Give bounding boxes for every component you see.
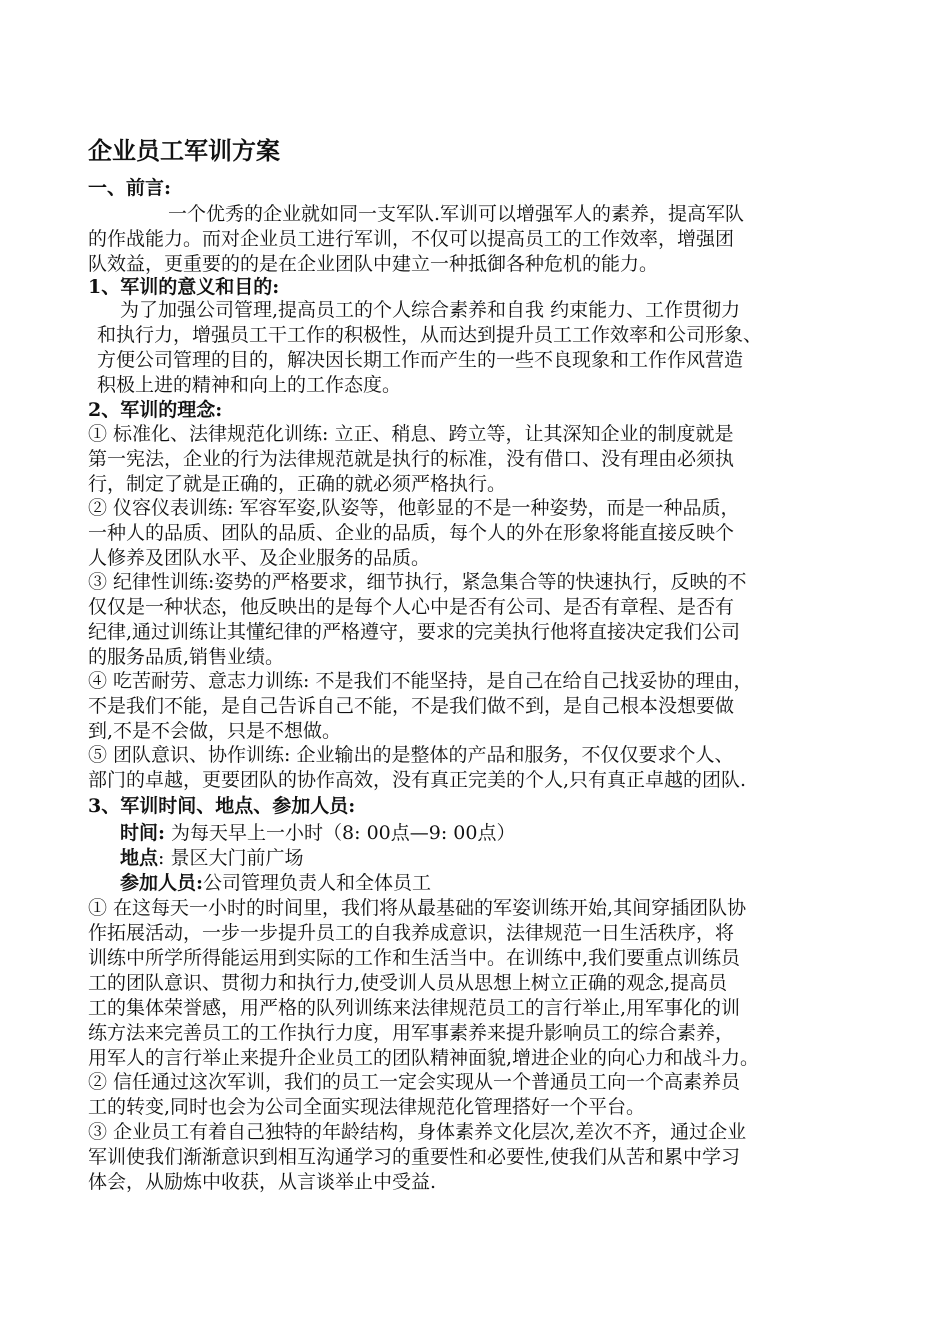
paragraph-line: 不是我们不能，是自己告诉自己不能，不是我们做不到，是自己根本没想要做 — [88, 695, 735, 717]
paragraph-line: ③ 纪律性训练:姿势的严格要求，细节执行，紧急集合等的快速执行，反映的不 — [88, 571, 747, 593]
paragraph-line: 部门的卓越，更要团队的协作高效，没有真正完美的个人,只有真正卓越的团队. — [88, 769, 747, 791]
schedule-place-label: 地点 — [120, 847, 159, 869]
paragraph-line: 人修养及团队水平、及企业服务的品质。 — [88, 547, 431, 569]
document-title: 企业员工军训方案 — [88, 136, 280, 165]
paragraph-line: 一种人的品质、团队的品质、企业的品质，每个人的外在形象将能直接反映个 — [88, 522, 735, 544]
section-heading: 一、前言: — [88, 177, 172, 199]
paragraph-line: ⑤ 团队意识、协作训练: 企业输出的是整体的产品和服务，不仅仅要求个人、 — [88, 744, 734, 766]
paragraph-line: 纪律,通过训练让其懂纪律的严格遵守，要求的完美执行他将直接决定我们公司 — [88, 621, 741, 643]
schedule-time-line — [120, 822, 515, 845]
paragraph-line: 一个优秀的企业就如同一支军队.军训可以增强军人的素养，提高军队 — [168, 203, 745, 225]
paragraph-line: 用军人的言行举止来提升企业员工的团队精神面貌,增进企业的向心力和战斗力。 — [88, 1047, 760, 1069]
paragraph-line: 队效益，更重要的的是在企业团队中建立一种抵御各种危机的能力。 — [88, 253, 659, 275]
paragraph-line: 第一宪法，企业的行为法律规范就是执行的标准，没有借口、没有理由必须执 — [88, 448, 735, 470]
paragraph-line: 工的团队意识、贯彻力和执行力,使受训人员从思想上树立正确的观念,提高员 — [88, 972, 728, 994]
paragraph-line: ① 标准化、法律规范化训练: 立正、稍息、跨立等，让其深知企业的制度就是 — [88, 423, 734, 445]
schedule-people-label: 参加人员: — [120, 872, 204, 894]
paragraph-line: 行，制定了就是正确的，正确的就必须严格执行。 — [88, 473, 507, 495]
paragraph-line: 练方法来完善员工的工作执行力度，用军事素养来提升影响员工的综合素养， — [88, 1022, 735, 1044]
paragraph-line: ② 信任通过这次军训，我们的员工一定会实现从一个普通员工向一个高素养员 — [88, 1071, 741, 1093]
paragraph-line: 作拓展活动，一步一步提升员工的自我养成意识，法律规范一日生活秩序，将 — [88, 922, 735, 944]
section-heading: 3、军训时间、地点、参加人员: — [88, 795, 356, 817]
schedule-time-label: 时间: — [120, 822, 166, 844]
paragraph-line: 仅仅是一种状态，他反映出的是每个人心中是否有公司、是否有章程、是否有 — [88, 596, 735, 618]
paragraph-line: 方便公司管理的目的，解决因长期工作而产生的一些不良现象和工作作风营造 — [97, 349, 744, 371]
paragraph-line: 工的集体荣誉感，用严格的队列训练来法律规范员工的言行举止,用军事化的训 — [88, 997, 741, 1019]
paragraph-line: 军训使我们渐渐意识到相互沟通学习的重要性和必要性,使我们从苦和累中学习 — [88, 1146, 741, 1168]
section-heading: 1、军训的意义和目的: — [88, 276, 280, 298]
schedule-people-line — [120, 872, 431, 895]
paragraph-line: ① 在这每天一小时的时间里，我们将从最基础的军姿训练开始,其间穿插团队协 — [88, 897, 747, 919]
paragraph-line: 积极上进的精神和向上的工作态度。 — [97, 374, 402, 396]
schedule-place-value: : 景区大门前广场 — [158, 847, 304, 869]
section-heading: 2、军训的理念: — [88, 399, 223, 421]
paragraph-line: 工的转变,同时也会为公司全面实现法律规范化管理搭好一个平台。 — [88, 1096, 646, 1118]
paragraph-line: ② 仪容仪表训练: 军容军姿,队姿等，他彰显的不是一种姿势，而是一种品质， — [88, 497, 740, 519]
schedule-people-value: 公司管理负责人和全体员工 — [203, 872, 432, 894]
paragraph-line: 的服务品质,销售业绩。 — [88, 646, 285, 668]
schedule-time-value: 为每天早上一小时（8: 00点—9: 00点） — [165, 822, 516, 844]
paragraph-line: 训练中所学所得能运用到实际的工作和生活当中。在训练中,我们要重点训练员 — [88, 947, 741, 969]
paragraph-line: 体会，从励炼中收获，从言谈举止中受益. — [88, 1171, 437, 1193]
paragraph-line: 到,不是不会做，只是不想做。 — [88, 720, 342, 742]
schedule-place-line — [120, 847, 303, 870]
paragraph-line: 和执行力，增强员工干工作的积极性，从而达到提升员工工作效率和公司形象、 — [97, 324, 763, 346]
paragraph-line: ③ 企业员工有着自己独特的年龄结构，身体素养文化层次,差次不齐，通过企业 — [88, 1121, 747, 1143]
paragraph-line: 的作战能力。而对企业员工进行军训，不仅可以提高员工的工作效率，增强团 — [88, 228, 735, 250]
paragraph-line: ④ 吃苦耐劳、意志力训练: 不是我们不能坚持，是自己在给自己找妥协的理由， — [88, 670, 753, 692]
paragraph-line: 为了加强公司管理,提高员工的个人综合素养和自我 约束能力、工作贯彻力 — [120, 299, 741, 321]
